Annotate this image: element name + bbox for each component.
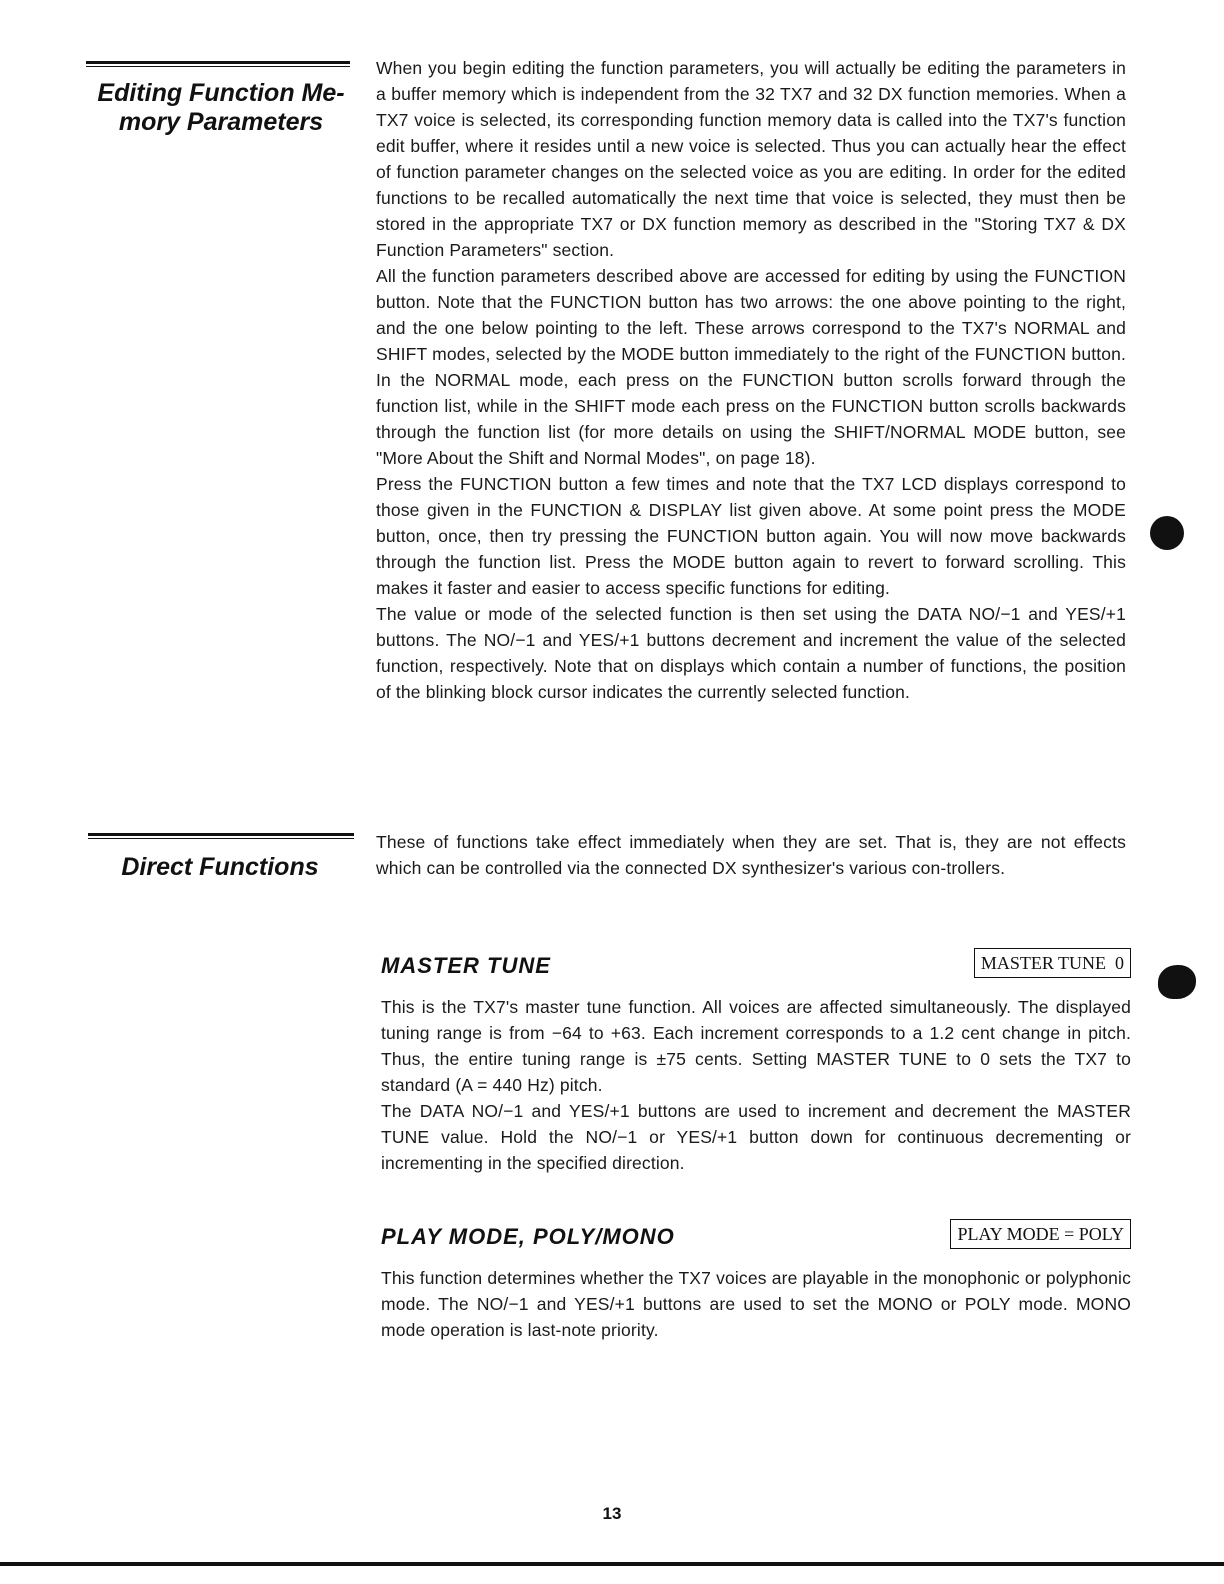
play-mode-header	[381, 1219, 1131, 1255]
punch-hole-mark	[1150, 516, 1184, 550]
play-mode-lcd-display: PLAY MODE = POLY	[950, 1219, 1131, 1249]
heading-editing-function-memory: Editing Function Me- mory Parameters	[97, 79, 345, 136]
section-divider-direct	[88, 833, 354, 836]
editing-paragraph-3: Press the FUNCTION button a few times and note that the TX7 LCD displays correspond to those given in the FUNCTION & DISPLAY list given above. At some point press the MODE button, once, then try pressing the FUNCTION button again. You will now move backwards through the function list. Press the MODE button again to revert to forward scrolling. This makes it faster and easier to access specific functions for editing.	[376, 474, 1126, 598]
direct-body	[376, 829, 1126, 881]
bottom-rule	[0, 1562, 1224, 1566]
play-mode-paragraph: This function determines whether the TX7 voices are playable in the monophonic or polyphonic mode. The NO/−1 and YES/+1 buttons are used to set the MONO or POLY mode. MONO mode operation is last-note priority.	[381, 1268, 1131, 1340]
page-number: 13	[602, 1504, 622, 1523]
editing-paragraph-4: The value or mode of the selected function is then set using the DATA NO/−1 and YES/+1 buttons. The NO/−1 and YES/+1 buttons decrement and increment the value of the selected function, respectively. Note that on displays which contain a number of functions, the position of the blinking block cursor indicates the currently selected function.	[376, 604, 1126, 702]
punch-hole-mark	[1158, 965, 1196, 999]
editing-body	[376, 55, 1126, 705]
master-tune-lcd-display: MASTER TUNE 0	[974, 948, 1131, 978]
direct-paragraph: These of functions take effect immediately when they are set. That is, they are not effects which can be controlled via the connected DX synthesizer's various con-trollers.	[376, 832, 1126, 878]
master-tune-body	[381, 994, 1131, 1176]
master-tune-header	[381, 948, 1131, 984]
editing-paragraph-2: All the function parameters described above are accessed for editing by using the FUNCTION button. Note that the FUNCTION button has two arrows: the one above pointing to the right, and the one below pointing to the left. These arrows correspond to the TX7's NORMAL and SHIFT modes, selected by the MODE button immediately to the right of the FUNCTION button. In the NORMAL mode, each press on the FUNCTION button scrolls forward through the function list, while in the SHIFT mode each press on the FUNCTION button scrolls backwards through the function list (for more details on using the SHIFT/NORMAL MODE button, see "More About the Shift and Normal Modes", on page 18).	[376, 266, 1126, 468]
master-tune-paragraph-1: This is the TX7's master tune function. All voices are affected simultaneously. The displayed tuning range is from −64 to +63. Each increment corresponds to a 1.2 cent change in pitch. Thus, the entire tuning range is ±75 cents. Setting MASTER TUNE to 0 sets the TX7 to standard (A = 440 Hz) pitch.	[381, 997, 1131, 1095]
play-mode-title: PLAY MODE, POLY/MONO	[381, 1224, 675, 1249]
play-mode-section	[381, 1219, 1131, 1343]
master-tune-paragraph-2: The DATA NO/−1 and YES/+1 buttons are used to increment and decrement the MASTER TUNE value. Hold the NO/−1 or YES/+1 button down for continuous decrementing or incrementing in the specified direction.	[381, 1101, 1131, 1173]
play-mode-body	[381, 1265, 1131, 1343]
editing-paragraph-1: When you begin editing the function parameters, you will actually be editing the parameters in a buffer memory which is independent from the 32 TX7 and 32 DX function memories. When a TX7 voice is selected, its corresponding function memory data is called into the TX7's function edit buffer, where it resides until a new voice is selected. Thus you can actually hear the effect of function parameter changes on the selected voice as you are editing. In order for the edited functions to be recalled automatically the next time that voice is selected, they must then be stored in the appropriate TX7 or DX function memory as described in the "Storing TX7 & DX Function Parameters" section.	[376, 58, 1126, 260]
master-tune-title: MASTER TUNE	[381, 953, 551, 978]
master-tune-section	[381, 948, 1131, 1176]
section-divider-editing	[86, 61, 350, 64]
heading-direct-functions: Direct Functions	[121, 853, 319, 881]
